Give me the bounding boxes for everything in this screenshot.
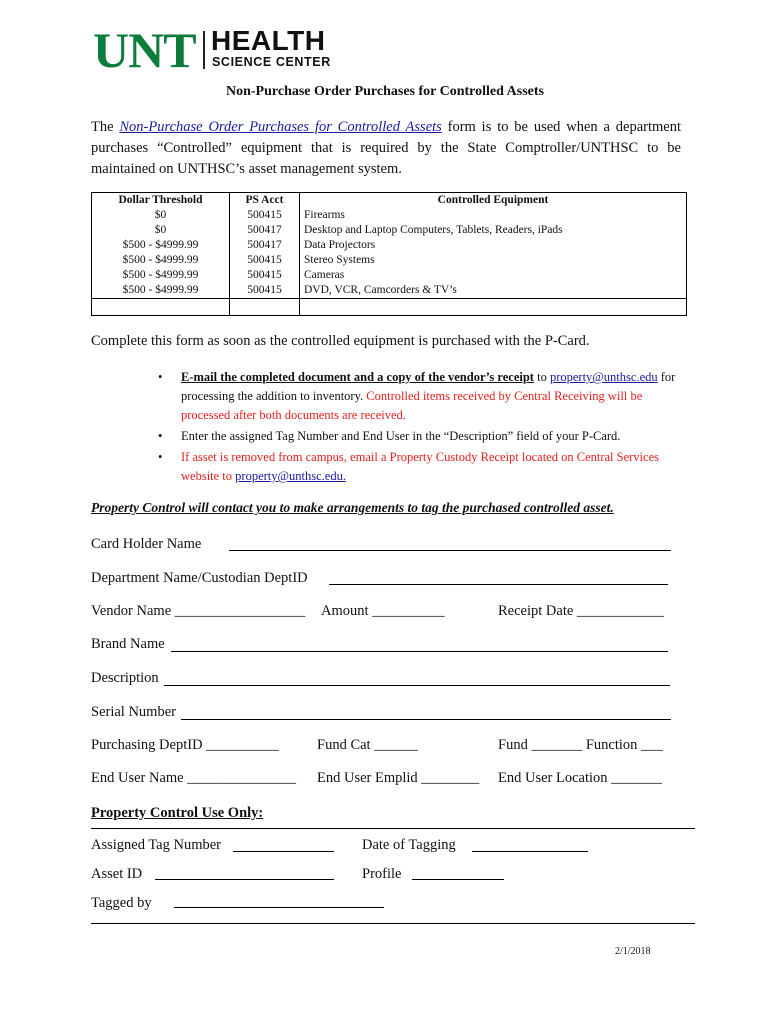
asset-id-label: Asset ID <box>91 866 143 882</box>
instruction-list <box>156 368 686 488</box>
cell-empty <box>300 299 687 316</box>
profile-input-line[interactable] <box>412 879 504 880</box>
table-row <box>92 208 687 223</box>
description-label: Description <box>91 670 159 686</box>
section-divider-top <box>91 828 695 829</box>
cell-empty <box>92 299 230 316</box>
cell-equipment: Cameras <box>300 268 687 283</box>
property-control-heading: Property Control Use Only: <box>91 805 264 821</box>
bullet-icon: • <box>158 450 163 464</box>
description-input-line[interactable] <box>164 685 670 686</box>
property-email-link-2[interactable]: property@unthsc.edu. <box>235 469 346 483</box>
asset-id-input-line[interactable] <box>155 879 334 880</box>
form-name-link[interactable]: Non-Purchase Order Purchases for Controlled Assets <box>119 119 442 135</box>
logo-science-center: SCIENCE CENTER <box>212 55 331 69</box>
property-control-contact-note: Property Control will contact you to make arrangements to tag the purchased controlled asset. <box>91 500 614 515</box>
header-dollar-threshold: Dollar Threshold <box>92 193 230 209</box>
cell-acct: 500417 <box>230 238 300 253</box>
tagged-by-input-line[interactable] <box>174 907 384 908</box>
logo-divider <box>203 31 205 69</box>
cell-equipment: Data Projectors <box>300 238 687 253</box>
cell-threshold: $500 - $4999.99 <box>92 238 230 253</box>
date-of-tagging-input-line[interactable] <box>472 851 588 852</box>
cell-threshold: $500 - $4999.99 <box>92 253 230 268</box>
email-instruction: E-mail the completed document and a copy of the vendor’s receipt <box>181 370 534 384</box>
cell-acct: 500415 <box>230 283 300 299</box>
cell-acct: 500415 <box>230 208 300 223</box>
department-label: Department Name/Custodian DeptID <box>91 570 308 586</box>
central-receiving-note: Controlled items received by Central Receiving will be processed after both documents are received. <box>181 389 643 422</box>
purchasing-deptid-field[interactable]: Purchasing DeptID __________ <box>91 737 279 753</box>
intro-after: form is to be used when a department purchases “Controlled” equipment that is required by the State Comptroller/UNTHSC to be maintained on UNTHSC’s asset management system. <box>91 119 682 177</box>
cell-equipment: Firearms <box>300 208 687 223</box>
bullet-icon: • <box>158 429 163 443</box>
form-title: Non-Purchase Order Purchases for Controlled Assets <box>226 84 544 99</box>
end-user-emplid-field[interactable]: End User Emplid ________ <box>317 770 480 786</box>
vendor-name-field[interactable]: Vendor Name __________________ <box>91 603 306 619</box>
date-of-tagging-label: Date of Tagging <box>362 837 456 853</box>
cell-equipment: DVD, VCR, Camcorders & TV’s <box>300 283 687 299</box>
serial-number-label: Serial Number <box>91 704 176 720</box>
profile-label: Profile <box>362 866 402 882</box>
card-holder-input-line[interactable] <box>229 550 671 551</box>
revision-date: 2/1/2018 <box>615 946 651 957</box>
cell-empty <box>230 299 300 316</box>
logo-unt: UNT <box>93 22 196 78</box>
cell-equipment: Stereo Systems <box>300 253 687 268</box>
brand-name-label: Brand Name <box>91 636 165 652</box>
cell-threshold: $0 <box>92 223 230 238</box>
assigned-tag-label: Assigned Tag Number <box>91 837 222 853</box>
end-user-location-field[interactable]: End User Location _______ <box>498 770 662 786</box>
tag-instruction: Enter the assigned Tag Number and End User in the “Description” field of your P-Card. <box>181 429 621 443</box>
list-item <box>156 427 686 446</box>
assigned-tag-input-line[interactable] <box>233 851 334 852</box>
card-holder-label: Card Holder Name <box>91 536 202 552</box>
custody-receipt-note: If asset is removed from campus, email a Property Custody Receipt located on Central Services website to <box>181 450 659 483</box>
amount-field[interactable]: Amount __________ <box>321 603 445 619</box>
table-row <box>92 223 687 238</box>
processing-text: for processing the addition to inventory. <box>181 370 676 403</box>
header-ps-acct: PS Acct <box>230 193 300 209</box>
cell-threshold: $500 - $4999.99 <box>92 268 230 283</box>
table-row <box>92 268 687 283</box>
fund-cat-field[interactable]: Fund Cat ______ <box>317 737 418 753</box>
table-row <box>92 238 687 253</box>
serial-number-input-line[interactable] <box>181 719 671 720</box>
cell-acct: 500417 <box>230 223 300 238</box>
header-controlled-equipment: Controlled Equipment <box>300 193 687 209</box>
cell-acct: 500415 <box>230 253 300 268</box>
logo-health: HEALTH <box>211 25 326 56</box>
controlled-equipment-table <box>91 192 687 316</box>
intro-paragraph <box>91 117 681 180</box>
intro-before: The <box>91 119 120 135</box>
brand-name-input-line[interactable] <box>171 651 668 652</box>
tagged-by-label: Tagged by <box>91 895 152 911</box>
complete-instruction: Complete this form as soon as the controlled equipment is purchased with the P-Card. <box>91 333 590 349</box>
section-divider-bottom <box>91 923 695 924</box>
cell-threshold: $0 <box>92 208 230 223</box>
fund-function-field[interactable]: Fund _______ Function ___ <box>498 737 663 753</box>
list-item <box>156 448 686 486</box>
text-to: to <box>533 370 547 384</box>
list-item <box>156 368 686 425</box>
end-user-name-field[interactable]: End User Name _______________ <box>91 770 296 786</box>
property-email-link[interactable]: property@unthsc.edu <box>549 370 658 384</box>
bullet-icon: • <box>158 370 163 384</box>
table-row <box>92 283 687 299</box>
table-row <box>92 253 687 268</box>
department-input-line[interactable] <box>329 584 668 585</box>
receipt-date-field[interactable]: Receipt Date ____________ <box>498 603 664 619</box>
table-header-row <box>92 193 687 209</box>
table-empty-row <box>92 299 687 316</box>
cell-acct: 500415 <box>230 268 300 283</box>
cell-threshold: $500 - $4999.99 <box>92 283 230 299</box>
cell-equipment: Desktop and Laptop Computers, Tablets, Readers, iPads <box>300 223 687 238</box>
